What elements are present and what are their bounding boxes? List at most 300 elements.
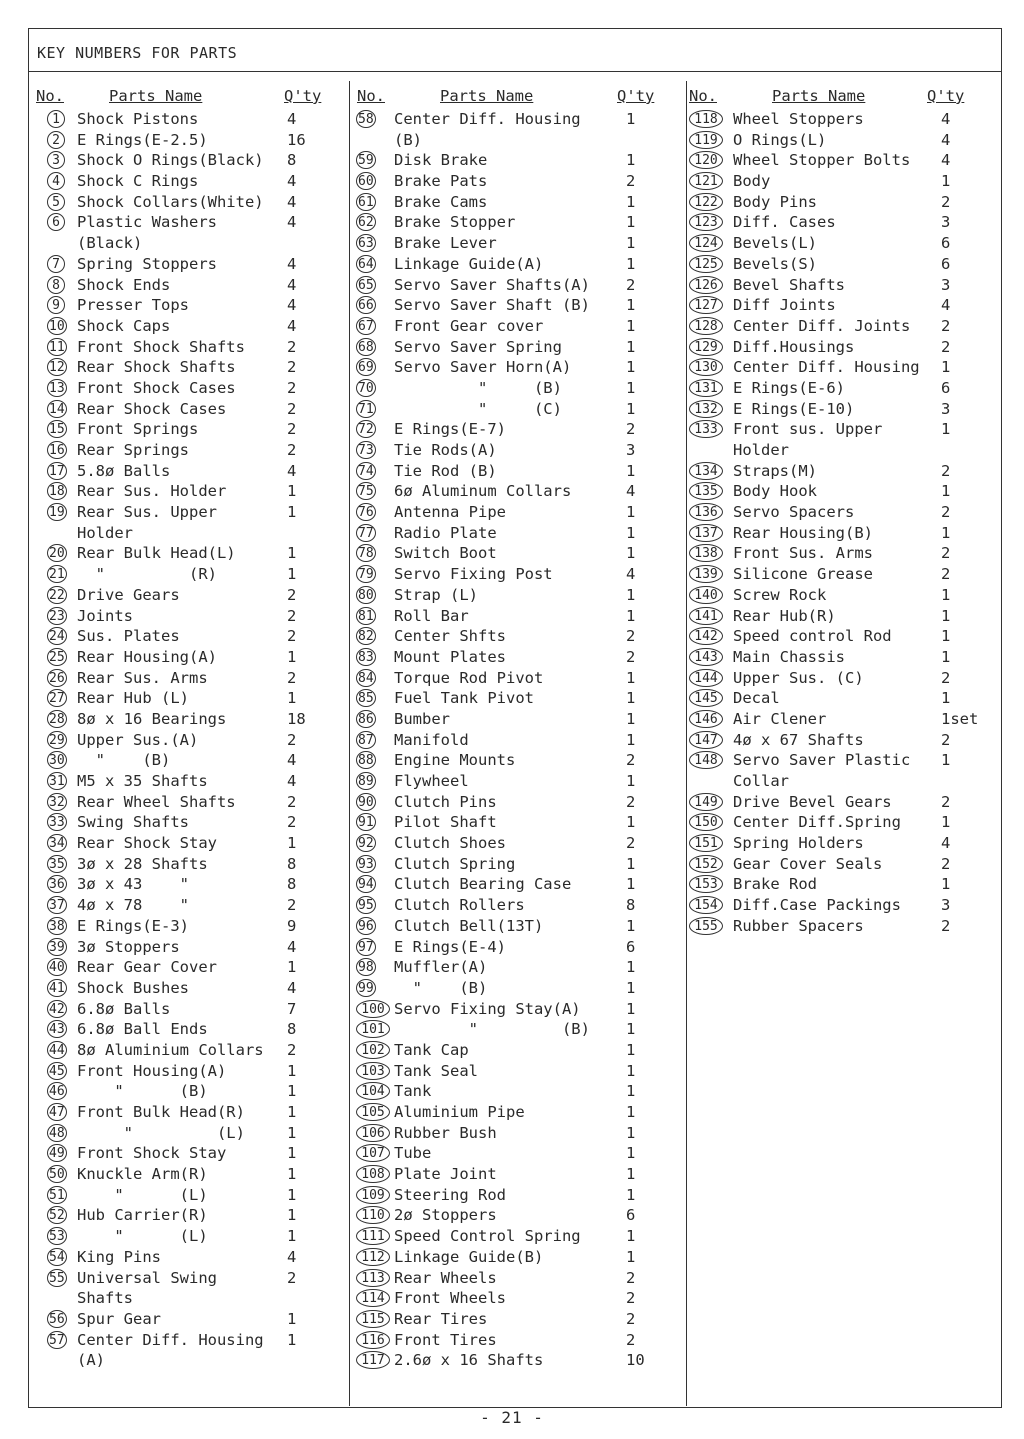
- part-quantity: 4: [941, 834, 951, 853]
- part-number: 108: [356, 1165, 390, 1183]
- part-name: Servo Saver Spring: [394, 337, 562, 356]
- parts-row: [29, 399, 349, 420]
- parts-row: [687, 668, 1001, 689]
- part-quantity: 1: [626, 958, 636, 977]
- part-name: Front Wheels: [394, 1289, 506, 1308]
- part-number: 97: [358, 939, 374, 955]
- part-quantity: 1: [626, 1123, 636, 1142]
- part-name: Sus. Plates: [77, 627, 180, 646]
- part-name: (A): [77, 1351, 105, 1370]
- part-quantity: 6: [941, 254, 951, 273]
- part-number: 126: [689, 276, 723, 294]
- part-quantity: 2: [941, 730, 951, 749]
- parts-row: [29, 130, 349, 151]
- parts-row: [350, 275, 686, 296]
- part-number: 114: [356, 1289, 390, 1307]
- parts-row: [350, 130, 686, 151]
- part-name: (B): [394, 130, 422, 149]
- part-name: Body Hook: [733, 482, 817, 501]
- parts-row: [29, 957, 349, 978]
- part-name: " (L): [77, 1227, 208, 1246]
- part-name: Diff.Case Packings: [733, 896, 901, 915]
- part-quantity: 4: [287, 110, 297, 128]
- part-name: Diff. Cases: [733, 213, 836, 232]
- part-number: 102: [356, 1041, 390, 1059]
- parts-row: [350, 481, 686, 502]
- part-name: Rear Shock Cases: [77, 399, 227, 418]
- parts-row: [29, 1205, 349, 1226]
- parts-row: [350, 1061, 686, 1082]
- part-name: Plastic Washers: [77, 213, 217, 232]
- part-number: 41: [49, 980, 65, 996]
- part-number: 146: [689, 710, 723, 728]
- part-number: 119: [689, 131, 723, 149]
- part-name: (Black): [77, 234, 143, 253]
- parts-row: [29, 275, 349, 296]
- part-name: Silicone Grease: [733, 565, 873, 584]
- part-quantity: 1: [626, 813, 636, 832]
- part-quantity: 1: [941, 523, 951, 542]
- part-name: Bumber: [394, 709, 450, 728]
- parts-row: [29, 1081, 349, 1102]
- part-number: 55: [49, 1270, 65, 1286]
- part-quantity: 2: [626, 792, 636, 811]
- part-name: Linkage Guide(B): [394, 1247, 544, 1266]
- part-number: 153: [689, 875, 723, 893]
- part-quantity: 1: [626, 668, 636, 687]
- part-number: 93: [358, 856, 374, 872]
- part-number: 147: [689, 731, 723, 749]
- part-quantity: 2: [941, 503, 951, 522]
- part-name: E Rings(E-6): [733, 378, 845, 397]
- part-name: Gear Cover Seals: [733, 854, 883, 873]
- parts-row: [350, 1185, 686, 1206]
- part-name: 6.8ø Ball Ends: [77, 1020, 208, 1039]
- part-name: Rear Sus. Arms: [77, 668, 208, 687]
- part-name: Screw Rock: [733, 585, 827, 604]
- part-number: 116: [356, 1331, 390, 1349]
- part-name: Drive Bevel Gears: [733, 792, 892, 811]
- part-name: E Rings(E-7): [394, 420, 506, 439]
- part-number: 45: [49, 1063, 65, 1079]
- part-number: 11: [49, 339, 65, 355]
- part-quantity: 1: [941, 606, 951, 625]
- part-number: 90: [358, 794, 374, 810]
- part-quantity: 1: [626, 151, 636, 170]
- part-quantity: 1: [941, 172, 951, 191]
- part-name: Mount Plates: [394, 647, 506, 666]
- parts-row: [29, 150, 349, 171]
- title-divider: [29, 71, 1001, 72]
- part-number: 138: [689, 544, 723, 562]
- part-name: Brake Rod: [733, 875, 817, 894]
- part-name: Speed control Rod: [733, 627, 892, 646]
- part-number: 109: [356, 1186, 390, 1204]
- part-name: 3ø x 43 ": [77, 875, 189, 894]
- part-name: Center Diff.Spring: [733, 813, 901, 832]
- part-name: Linkage Guide(A): [394, 254, 544, 273]
- part-quantity: 1: [626, 999, 636, 1018]
- parts-row: [687, 212, 1001, 233]
- part-name: M5 x 35 Shafts: [77, 772, 208, 790]
- part-name: Disk Brake: [394, 151, 488, 170]
- part-name: 4ø x 67 Shafts: [733, 730, 864, 749]
- parts-row: [350, 192, 686, 213]
- parts-row: [29, 254, 349, 275]
- part-number: 7: [47, 255, 65, 273]
- part-quantity: 1: [941, 585, 951, 604]
- parts-row: [687, 626, 1001, 647]
- part-number: 140: [689, 586, 723, 604]
- part-number: 110: [356, 1206, 390, 1224]
- part-quantity: 4: [287, 172, 297, 191]
- part-number: 151: [689, 834, 723, 852]
- part-quantity: 1: [287, 1144, 297, 1163]
- part-name: Hub Carrier(R): [77, 1206, 208, 1225]
- parts-row: [687, 275, 1001, 296]
- part-number: 34: [49, 836, 65, 852]
- part-quantity: 1: [626, 1082, 636, 1101]
- part-number: 36: [49, 877, 65, 893]
- part-quantity: 2: [941, 565, 951, 584]
- parts-row: [687, 109, 1001, 130]
- part-name: Servo Saver Shafts(A): [394, 275, 590, 294]
- part-quantity: 4: [287, 275, 297, 294]
- part-quantity: 1: [626, 730, 636, 749]
- page-number: - 21 -: [480, 1408, 544, 1427]
- part-number: 88: [358, 753, 374, 769]
- parts-row: [29, 1019, 349, 1040]
- part-name: Manifold: [394, 730, 469, 749]
- part-quantity: 1: [287, 1061, 297, 1080]
- parts-row: [687, 812, 1001, 833]
- part-number: 85: [358, 691, 374, 707]
- part-name: " (L): [77, 1123, 245, 1142]
- part-name: Rear Bulk Head(L): [77, 544, 236, 563]
- parts-row: [29, 1143, 349, 1164]
- parts-row: [687, 523, 1001, 544]
- part-quantity: 1: [626, 234, 636, 253]
- part-number: 62: [358, 215, 374, 231]
- parts-row: [350, 212, 686, 233]
- part-name: Servo Spacers: [733, 503, 855, 522]
- part-name: Holder: [77, 523, 133, 542]
- part-quantity: 1: [626, 1040, 636, 1059]
- part-quantity: 1: [626, 772, 636, 790]
- part-number: 33: [49, 815, 65, 831]
- part-number: 127: [689, 296, 723, 314]
- part-number: 129: [689, 338, 723, 356]
- parts-row: [350, 171, 686, 192]
- part-number: 107: [356, 1144, 390, 1162]
- part-quantity: 1: [941, 627, 951, 646]
- part-quantity: 2: [287, 585, 297, 604]
- part-name: Brake Cams: [394, 192, 488, 211]
- part-number: 128: [689, 317, 723, 335]
- part-quantity: 1: [626, 399, 636, 418]
- parts-row: [687, 916, 1001, 937]
- part-name: Flywheel: [394, 772, 469, 790]
- part-name: Air Clener: [733, 709, 827, 728]
- part-name: Swing Shafts: [77, 813, 189, 832]
- parts-row: [350, 109, 686, 130]
- part-number: 139: [689, 565, 723, 583]
- parts-row: [350, 916, 686, 937]
- part-name: Wheel Stoppers: [733, 110, 864, 128]
- part-name: E Rings(E-10): [733, 399, 855, 418]
- parts-row: [29, 1061, 349, 1082]
- part-name: Steering Rod: [394, 1185, 506, 1204]
- part-quantity: 1: [626, 1020, 636, 1039]
- parts-row: [29, 771, 349, 792]
- parts-row: [350, 1143, 686, 1164]
- part-quantity: 1: [626, 689, 636, 708]
- parts-list: [350, 109, 686, 1371]
- part-quantity: 1: [941, 813, 951, 832]
- part-quantity: 1: [626, 1144, 636, 1163]
- part-quantity: 1: [626, 1185, 636, 1204]
- parts-row: [350, 771, 686, 792]
- part-quantity: 1: [287, 647, 297, 666]
- part-number: 118: [689, 110, 723, 128]
- part-quantity: 2: [287, 420, 297, 439]
- part-quantity: 4: [287, 772, 297, 790]
- part-quantity: 4: [941, 130, 951, 149]
- part-name: 2ø Stoppers: [394, 1206, 497, 1225]
- part-name: Joints: [77, 606, 133, 625]
- parts-row: [350, 1123, 686, 1144]
- part-name: Front Springs: [77, 420, 199, 439]
- part-number: 38: [49, 918, 65, 934]
- part-quantity: 1: [287, 482, 297, 501]
- parts-row: [350, 357, 686, 378]
- part-number: 95: [358, 898, 374, 914]
- part-quantity: 10: [626, 1351, 645, 1370]
- part-number: 96: [358, 918, 374, 934]
- parts-row: [350, 1081, 686, 1102]
- part-name: Shock C Rings: [77, 172, 199, 191]
- part-quantity: 2: [287, 813, 297, 832]
- part-quantity: 2: [287, 378, 297, 397]
- part-quantity: 2: [287, 730, 297, 749]
- part-quantity: 2: [287, 668, 297, 687]
- part-number: 143: [689, 648, 723, 666]
- part-number: 81: [358, 608, 374, 624]
- part-number: 98: [358, 960, 374, 976]
- parts-row: [350, 254, 686, 275]
- part-quantity: 4: [287, 316, 297, 335]
- parts-row: [350, 1019, 686, 1040]
- parts-row: [687, 854, 1001, 875]
- parts-row: [29, 1040, 349, 1061]
- part-number: 83: [358, 649, 374, 665]
- parts-row: [687, 585, 1001, 606]
- part-name: Shock Caps: [77, 316, 171, 335]
- parts-row: [350, 399, 686, 420]
- parts-row: [29, 812, 349, 833]
- parts-row: [29, 233, 349, 254]
- part-quantity: 1: [626, 461, 636, 480]
- part-number: 148: [689, 751, 723, 769]
- part-number: 80: [358, 587, 374, 603]
- part-number: 6: [47, 213, 65, 231]
- part-name: Front Shock Shafts: [77, 337, 245, 356]
- part-number: 71: [358, 401, 374, 417]
- column-header: [350, 81, 686, 109]
- part-number: 53: [49, 1229, 65, 1245]
- part-name: Speed Control Spring: [394, 1227, 581, 1246]
- part-quantity: 4: [626, 565, 636, 584]
- part-name: 6.8ø Balls: [77, 999, 171, 1018]
- parts-row: [29, 1288, 349, 1309]
- part-name: Front Housing(A): [77, 1061, 227, 1080]
- part-quantity: 4: [287, 213, 297, 232]
- part-quantity: 4: [941, 110, 951, 128]
- part-name: 5.8ø Balls: [77, 461, 171, 480]
- part-number: 91: [358, 815, 374, 831]
- part-quantity: 2: [287, 1268, 297, 1287]
- parts-row: [687, 792, 1001, 813]
- parts-row: [29, 481, 349, 502]
- part-name: E Rings(E-2.5): [77, 130, 208, 149]
- part-number: 23: [49, 608, 65, 624]
- part-number: 63: [358, 236, 374, 252]
- parts-row: [29, 688, 349, 709]
- parts-row: [29, 978, 349, 999]
- part-quantity: 1: [626, 1103, 636, 1121]
- part-name: Center Diff. Housing: [77, 1330, 264, 1349]
- part-name: Antenna Pipe: [394, 503, 506, 522]
- sheet-title: KEY NUMBERS FOR PARTS: [37, 44, 238, 62]
- part-quantity: 2: [287, 896, 297, 915]
- parts-row: [29, 564, 349, 585]
- header-no: No.: [357, 87, 385, 105]
- part-name: Shock Pistons: [77, 110, 199, 128]
- part-name: Rear Housing(B): [733, 523, 873, 542]
- part-name: Clutch Spring: [394, 854, 516, 873]
- part-number: 48: [49, 1125, 65, 1141]
- part-number: 42: [49, 1001, 65, 1017]
- part-name: Diff.Housings: [733, 337, 855, 356]
- parts-row: [29, 1102, 349, 1123]
- part-name: Brake Lever: [394, 234, 497, 253]
- header-qty: Q'ty: [284, 87, 322, 105]
- parts-row: [687, 337, 1001, 358]
- part-quantity: 1: [287, 1227, 297, 1246]
- part-name: " (B): [77, 751, 171, 770]
- part-name: Brake Pats: [394, 172, 488, 191]
- part-name: Rear Springs: [77, 441, 189, 459]
- parts-row: [687, 750, 1001, 771]
- part-quantity: 1: [626, 854, 636, 873]
- part-number: 74: [358, 463, 374, 479]
- part-quantity: 1: [287, 1082, 297, 1101]
- part-quantity: 4: [287, 461, 297, 480]
- part-name: Rear Hub(R): [733, 606, 836, 625]
- part-quantity: 8: [287, 1020, 297, 1039]
- parts-row: [687, 481, 1001, 502]
- header-no: No.: [689, 87, 717, 105]
- part-number: 57: [49, 1332, 65, 1348]
- header-qty: Q'ty: [927, 87, 965, 105]
- part-quantity: 1: [626, 1061, 636, 1080]
- parts-row: [350, 1309, 686, 1330]
- part-number: 47: [49, 1105, 65, 1120]
- parts-row: [29, 606, 349, 627]
- part-number: 125: [689, 255, 723, 273]
- parts-row: [29, 895, 349, 916]
- part-number: 20: [49, 546, 65, 562]
- part-number: 35: [49, 856, 65, 872]
- parts-row: [687, 895, 1001, 916]
- part-quantity: 4: [287, 1247, 297, 1266]
- part-name: 3ø Stoppers: [77, 937, 180, 956]
- part-number: 46: [49, 1084, 65, 1100]
- part-quantity: 4: [287, 978, 297, 997]
- parts-row: [350, 502, 686, 523]
- part-number: 59: [358, 153, 374, 169]
- parts-row: [687, 833, 1001, 854]
- part-number: 54: [49, 1249, 65, 1265]
- part-name: Rear Shock Stay: [77, 834, 217, 853]
- parts-row: [29, 854, 349, 875]
- part-quantity: 2: [287, 441, 297, 459]
- part-name: Holder: [733, 441, 789, 459]
- part-name: Servo Saver Horn(A): [394, 358, 572, 377]
- parts-row: [29, 585, 349, 606]
- part-number: 111: [356, 1227, 390, 1245]
- part-name: Body: [733, 172, 771, 191]
- part-number: 28: [49, 711, 65, 727]
- part-name: Brake Stopper: [394, 213, 516, 232]
- parts-row: [29, 192, 349, 213]
- part-quantity: 1: [626, 1165, 636, 1184]
- parts-row: [350, 668, 686, 689]
- part-number: 17: [49, 463, 65, 479]
- part-quantity: 6: [626, 1206, 636, 1225]
- part-quantity: 3: [941, 275, 951, 294]
- parts-row: [29, 543, 349, 564]
- part-name: " (B): [77, 1082, 208, 1101]
- part-quantity: 3: [941, 213, 951, 232]
- part-number: 150: [689, 813, 723, 831]
- part-name: Front Sus. Arms: [733, 544, 873, 563]
- part-number: 27: [49, 691, 65, 707]
- part-quantity: 4: [287, 296, 297, 315]
- part-name: Front Shock Stay: [77, 1144, 227, 1163]
- part-number: 117: [356, 1351, 390, 1369]
- part-name: 4ø x 78 ": [77, 896, 189, 915]
- parts-row: [350, 419, 686, 440]
- part-name: Front Tires: [394, 1330, 497, 1349]
- part-quantity: 1: [287, 1103, 297, 1121]
- parts-row: [350, 564, 686, 585]
- parts-row: [350, 1102, 686, 1123]
- part-number: 123: [689, 213, 723, 231]
- part-number: 141: [689, 607, 723, 625]
- parts-row: [29, 523, 349, 544]
- part-quantity: 2: [626, 172, 636, 191]
- parts-row: [29, 316, 349, 337]
- part-number: 152: [689, 855, 723, 873]
- part-quantity: 2: [941, 668, 951, 687]
- part-number: 113: [356, 1269, 390, 1287]
- part-name: Pilot Shaft: [394, 813, 497, 832]
- part-number: 13: [49, 380, 65, 396]
- part-number: 132: [689, 400, 723, 418]
- part-name: Muffler(A): [394, 958, 488, 977]
- parts-row: [29, 626, 349, 647]
